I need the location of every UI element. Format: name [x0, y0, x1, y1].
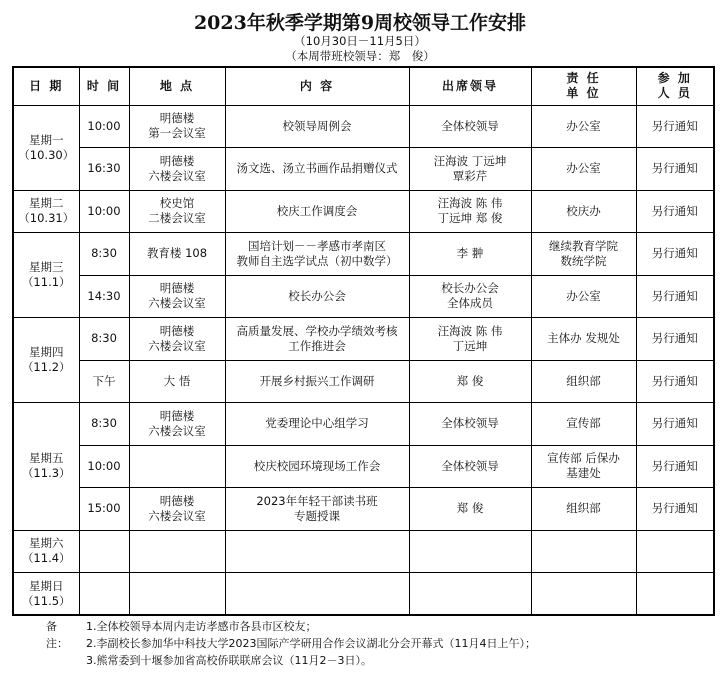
- day-cell: 星期二 （10.31）: [13, 190, 79, 233]
- attend-cell: 另行通知: [636, 403, 714, 446]
- time-cell: 8:30: [79, 318, 129, 361]
- unit-cell: 宣传部: [531, 403, 636, 446]
- content-cell: 校长办公会: [225, 275, 409, 318]
- table-row: [13, 445, 714, 488]
- header-content: 内 容: [225, 67, 409, 105]
- attend-cell: 另行通知: [636, 445, 714, 488]
- notes-label: 备注：: [46, 620, 68, 650]
- leader-cell: 汪海波 陈 伟 丁远坤 郑 俊: [409, 190, 531, 233]
- header-attend: 参 加 人 员: [636, 67, 714, 105]
- table-row: [13, 105, 714, 148]
- time-cell: 8:30: [79, 403, 129, 446]
- place-cell: 明德楼 六楼会议室: [129, 488, 225, 531]
- attend-cell: [636, 573, 714, 616]
- time-cell: 10:00: [79, 105, 129, 148]
- content-cell: 校庆校园环境现场工作会: [225, 445, 409, 488]
- place-cell: [129, 445, 225, 488]
- content-cell: 校庆工作调度会: [225, 190, 409, 233]
- time-cell: [79, 573, 129, 616]
- place-cell: [129, 530, 225, 573]
- table-row: [13, 530, 714, 573]
- day-cell: 星期一 （10.30）: [13, 105, 79, 190]
- header-date: 日 期: [13, 67, 79, 105]
- content-cell: 高质量发展、学校办学绩效考核 工作推进会: [225, 318, 409, 361]
- schedule-table: [12, 66, 715, 616]
- content-cell: 国培计划－－孝感市孝南区 教师自主选学试点（初中数学）: [225, 233, 409, 276]
- day-cell: 星期四 （11.2）: [13, 318, 79, 403]
- attend-cell: 另行通知: [636, 148, 714, 191]
- content-cell: 2023年年轻干部读书班 专题授课: [225, 488, 409, 531]
- day-cell: 星期六 （11.4）: [13, 530, 79, 573]
- table-row: [13, 403, 714, 446]
- time-cell: 下午: [79, 360, 129, 403]
- unit-cell: 校庆办: [531, 190, 636, 233]
- leader-cell: [409, 530, 531, 573]
- place-cell: 明德楼 六楼会议室: [129, 275, 225, 318]
- place-cell: 明德楼 六楼会议室: [129, 148, 225, 191]
- content-cell: 汤文选、汤立书画作品捐赠仪式: [225, 148, 409, 191]
- attend-cell: 另行通知: [636, 105, 714, 148]
- note-item: 3.熊常委到十堰参加省高校侨联联席会议（11月2－3日）。: [86, 654, 372, 667]
- content-cell: [225, 573, 409, 616]
- day-cell: 星期五 （11.3）: [13, 403, 79, 531]
- header-row: [13, 67, 714, 105]
- time-cell: [79, 530, 129, 573]
- attend-cell: 另行通知: [636, 318, 714, 361]
- table-row: [13, 233, 714, 276]
- content-cell: 党委理论中心组学习: [225, 403, 409, 446]
- header-time: 时 间: [79, 67, 129, 105]
- unit-cell: [531, 573, 636, 616]
- leader-cell: 郑 俊: [409, 360, 531, 403]
- time-cell: 10:00: [79, 445, 129, 488]
- leader-cell: 汪海波 陈 伟 丁远坤: [409, 318, 531, 361]
- place-cell: 教育楼 108: [129, 233, 225, 276]
- leader-cell: 李 翀: [409, 233, 531, 276]
- day-cell: 星期日 （11.5）: [13, 573, 79, 616]
- time-cell: 15:00: [79, 488, 129, 531]
- table-row: [13, 148, 714, 191]
- unit-cell: 组织部: [531, 488, 636, 531]
- header-unit: 责 任 单 位: [531, 67, 636, 105]
- attend-cell: 另行通知: [636, 233, 714, 276]
- note-item: 1.全体校领导本周内走访孝感市各县市区校友；: [86, 620, 317, 633]
- place-cell: 明德楼 六楼会议室: [129, 403, 225, 446]
- place-cell: 明德楼 六楼会议室: [129, 318, 225, 361]
- leader-cell: 全体校领导: [409, 445, 531, 488]
- attend-cell: 另行通知: [636, 360, 714, 403]
- time-cell: 8:30: [79, 233, 129, 276]
- unit-cell: 宣传部 后保办 基建处: [531, 445, 636, 488]
- time-cell: 16:30: [79, 148, 129, 191]
- unit-cell: 主体办 发规处: [531, 318, 636, 361]
- table-row: [13, 488, 714, 531]
- table-row: [13, 275, 714, 318]
- leader-cell: 郑 俊: [409, 488, 531, 531]
- unit-cell: 继续教育学院 数统学院: [531, 233, 636, 276]
- unit-cell: 组织部: [531, 360, 636, 403]
- table-row: [13, 190, 714, 233]
- place-cell: 大 悟: [129, 360, 225, 403]
- content-cell: 开展乡村振兴工作调研: [225, 360, 409, 403]
- time-cell: 10:00: [79, 190, 129, 233]
- place-cell: 校史馆 二楼会议室: [129, 190, 225, 233]
- content-cell: 校领导周例会: [225, 105, 409, 148]
- page-title: 2023年秋季学期第9周校领导工作安排: [193, 12, 527, 34]
- leader-cell: 全体校领导: [409, 105, 531, 148]
- table-row: [13, 360, 714, 403]
- unit-cell: 办公室: [531, 148, 636, 191]
- attend-cell: 另行通知: [636, 488, 714, 531]
- table-row: [13, 318, 714, 361]
- content-cell: [225, 530, 409, 573]
- table-row: [13, 573, 714, 616]
- attend-cell: 另行通知: [636, 190, 714, 233]
- unit-cell: 办公室: [531, 105, 636, 148]
- header-leader: 出席领导: [409, 67, 531, 105]
- leader-cell: 汪海波 丁远坤 覃彩芹: [409, 148, 531, 191]
- leader-cell: 全体校领导: [409, 403, 531, 446]
- leader-cell: 校长办公会 全体成员: [409, 275, 531, 318]
- note-item: 2.李副校长参加华中科技大学2023国际产学研用合作会议湖北分会开幕式（11月4日上午）；: [86, 637, 536, 650]
- attend-cell: [636, 530, 714, 573]
- day-cell: 星期三 （11.1）: [13, 233, 79, 318]
- unit-cell: [531, 530, 636, 573]
- schedule-body: [13, 105, 714, 615]
- attend-cell: 另行通知: [636, 275, 714, 318]
- date-range-subtitle: （10月30日－11月5日）: [294, 34, 426, 48]
- place-cell: 明德楼 第一会议室: [129, 105, 225, 148]
- unit-cell: 办公室: [531, 275, 636, 318]
- duty-leader-subtitle: （本周带班校领导：郑 俊）: [285, 49, 435, 63]
- place-cell: [129, 573, 225, 616]
- leader-cell: [409, 573, 531, 616]
- time-cell: 14:30: [79, 275, 129, 318]
- header-place: 地 点: [129, 67, 225, 105]
